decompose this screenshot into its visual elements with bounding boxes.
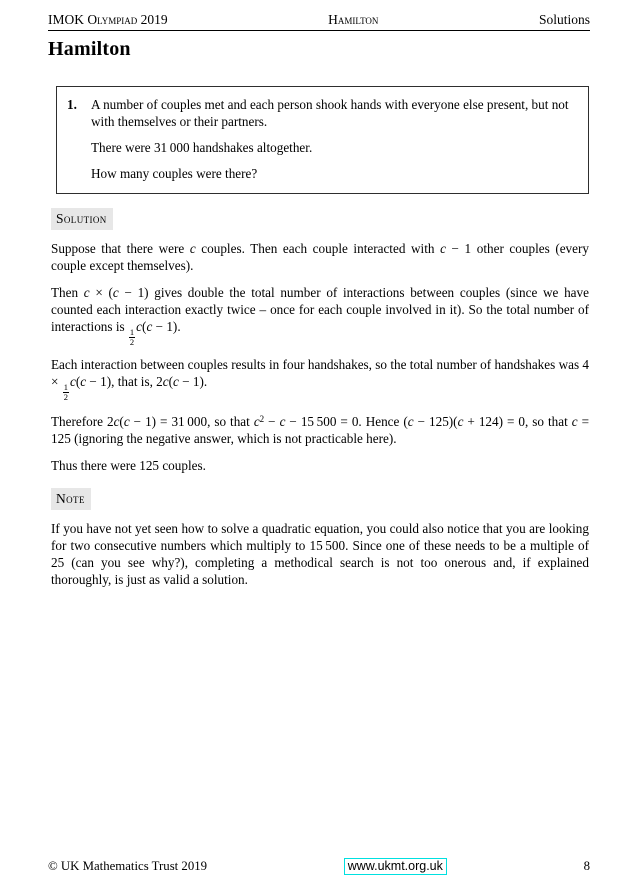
problem-statement: There were 31 000 handshakes altogether. xyxy=(91,140,313,155)
problem-number: 1. xyxy=(67,97,77,112)
solution-paragraph: Therefore 2c(c − 1) = 31 000, so that $c^2 - c - 15$ 500 = 0. Hence (c − 125)(c + 124) = 0, so that c = 125 (ignoring the negative answer, which is not practicable here). xyxy=(51,414,590,446)
problem-body xyxy=(91,96,576,182)
footer-page-number: 8 xyxy=(583,859,590,873)
footer-link[interactable]: www.ukmt.org.uk xyxy=(344,858,447,875)
page-footer xyxy=(48,858,590,875)
footer-copyright: © UK Mathematics Trust 2019 xyxy=(48,859,208,873)
note-paragraph: If you have not yet seen how to solve a quadratic equation, you could also notice that you are looking for two consecutive numbers which multiply to 15 500. Since one of these needs to be a multiple of 25 (can you see why?), completing a methodical search is not too onerous and, if explained thoroughly, is just as valid a solution. xyxy=(51,521,589,587)
footer-link-wrap xyxy=(207,858,584,875)
note-label: Note xyxy=(51,488,91,510)
fraction: $\frac{1}{2}$ xyxy=(63,382,68,402)
solution-paragraph: Each interaction between couples results in four handshakes, so the total number of handshakes was 4 × $\frac{1}{2}$ c(c − 1), that is, 2c(c − 1). xyxy=(51,357,589,402)
problem-box xyxy=(56,86,589,194)
problem-row xyxy=(67,96,576,182)
problem-question: How many couples were there? xyxy=(91,166,258,181)
page-header xyxy=(48,12,590,28)
problem-statement: A number of couples met and each person shook hands with everyone else present, but not with themselves or their partners. xyxy=(91,97,569,129)
solution-label: Solution xyxy=(51,208,113,230)
fraction: $\frac{1}{2}$ xyxy=(129,327,135,347)
solution-paragraph: Then c × (c − 1) gives double the total number of interactions between couples (since we have counted each interaction exactly twice – once for each couple involved in it). So the total number of interactions is $\frac{1}{2}$ c(c − 1). xyxy=(51,285,589,347)
content-area xyxy=(51,86,589,597)
header-doc-type: Solutions xyxy=(538,12,590,27)
solution-paragraph: Suppose that there were c couples. Then each couple interacted with c − 1 other couples (every couple except themselves). xyxy=(51,241,589,273)
header-paper-name: Hamilton xyxy=(328,12,379,27)
header-competition: IMOK Olympiad 2019 xyxy=(48,12,168,27)
page-title: Hamilton xyxy=(48,38,131,60)
header-rule xyxy=(48,30,590,31)
solution-conclusion: Thus there were 125 couples. xyxy=(51,458,206,473)
